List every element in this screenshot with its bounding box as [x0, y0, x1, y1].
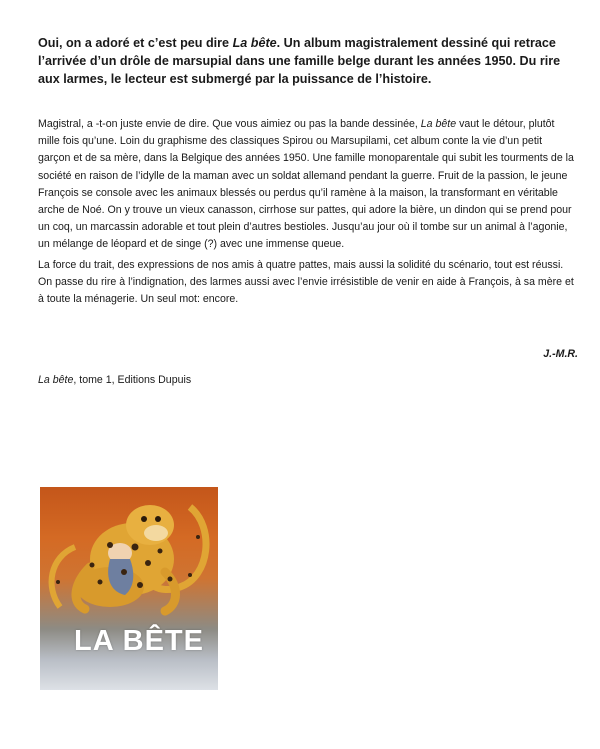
- book-reference-details: , tome 1, Editions Dupuis: [73, 374, 192, 386]
- lead-text-start: Oui, on a adoré et c’est peu dire: [38, 36, 233, 50]
- book-reference: [38, 374, 191, 386]
- article-body: [38, 116, 576, 311]
- lead-book-title: La bête: [232, 36, 277, 50]
- paragraph-2: La force du trait, des expressions de nos amis à quatre pattes, mais aussi la solidité du scénario, tout est réussi. On passe du rire à l’indignation, des larmes aussi avec l’envie irrésistible de venir en aide à François, à sa mère et à toute la ménagerie. Un seul mot: encore.: [38, 258, 574, 306]
- article-lead: [38, 34, 568, 88]
- paragraph-1-start: Magistral, a -t-on juste envie de dire. Que vous aimiez ou pas la bande dessinée,: [38, 118, 421, 130]
- marsupilami-illustration-icon: [40, 487, 218, 690]
- book-cover: [40, 487, 218, 690]
- book-reference-title: La bête: [38, 374, 74, 386]
- paragraph-1-end: vaut le détour, plutôt mille fois qu’une. Loin du graphisme des classiques Spirou ou Marsupilami, cet album conte la vie d’un petit garçon et de sa mère, dans la Belgique des années 1950. Une famille monoparentale qui subit les tourments de la société en raison de l’idylle de la maman avec un soldat allemand pendant la guerre. Fruit de la passion, le jeune François se console avec les animaux blessés ou perdus qu’il ramène à la maison, la transformant en véritable arche de Noé. On y trouve un vieux canasson, cirrhose sur pattes, qui adore la bière, un dindon qui se prend pour un coq, un marcassin adorable et tout plein d’autres bestioles. Jusqu’au jour où il tombe sur un animal à l’agonie, un mélange de léopard et de singe (?) avec une immense queue.: [38, 118, 574, 251]
- paragraph-1: [38, 116, 576, 254]
- paragraph-1-book-title: La bête: [420, 118, 457, 130]
- cover-title: LA BÊTE: [74, 625, 204, 657]
- author-signature: J.-M.R.: [543, 348, 578, 360]
- lead-text-end: . Un album magistralement dessiné qui retrace l’arrivée d’un drôle de marsupial dans une famille belge durant les années 1950. Du rire aux larmes, le lecteur est submergé par la puissance de l’histoire.: [38, 36, 561, 86]
